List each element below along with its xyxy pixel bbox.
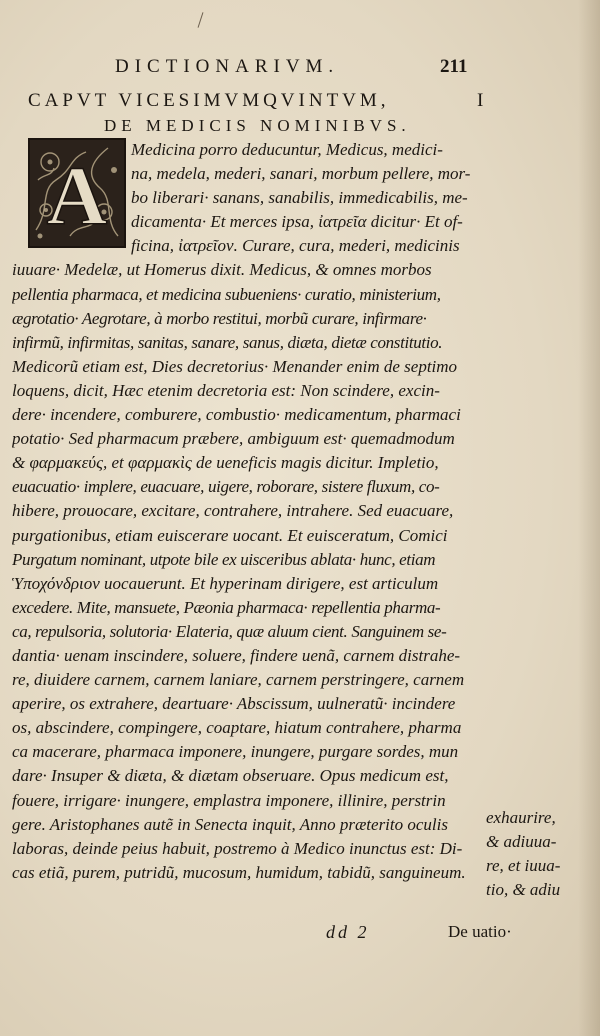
text-line: gere. Aristophanes autẽ in Senecta inquit, Anno præterito oculis	[12, 814, 448, 834]
text-line: excedere. Mite, mansuete, Pæonia pharmaca· repellentia pharma-	[12, 597, 441, 617]
page-number: 211	[440, 56, 468, 77]
text-line: ca macerare, pharmaca imponere, inungere, purgare sordes, mun	[12, 742, 459, 762]
catchword: De uatio·	[448, 922, 512, 941]
text-line: ficina, ἰατρεῖον. Curare, cura, mederi, medicinis	[131, 236, 460, 256]
text-line: bo liberari· sanans, sanabilis, immedicabilis, me-	[131, 188, 468, 208]
margin-note: exhaurire,	[486, 808, 556, 827]
text-line: os, abscindere, compingere, coaptare, hiatum contrahere, pharma	[12, 718, 462, 738]
text-line: Medicorũ etiam est, Dies decretorius· Menander enim de septimo	[12, 356, 458, 376]
text-line: na, medela, mederi, sanari, morbum pellere, mor-	[131, 164, 471, 184]
chapter-subtitle: DE MEDICIS NOMINIBVS.	[104, 116, 411, 135]
text-line: ægrotatio· Aegrotare, à morbo restitui, morbũ curare, infirmare·	[12, 308, 427, 328]
text-line: Ὑποχόνδριον uocauerunt. Et hyperinam dirigere, est articulum	[12, 573, 439, 593]
dictionary-entry-text	[12, 138, 552, 885]
chapter-number: I	[477, 90, 484, 111]
running-head: DICTIONARIVM.	[115, 56, 340, 77]
page-gutter-shadow	[578, 0, 600, 1036]
text-line: loquens, dicit, Hæc etenim decretoria est: Non scindere, excin-	[12, 380, 440, 400]
text-line: cas etiã, purem, putridũ, mucosum, humidum, tabidũ, sanguineum.	[12, 862, 466, 882]
text-line: fouere, irrigare· inungere, emplastra imponere, illinire, perstrin	[12, 790, 446, 810]
margin-note: tio, & adiu	[486, 880, 561, 899]
text-line: Purgatum nominant, utpote bile ex uisceribus ablata· hunc, etiam	[12, 549, 436, 569]
text-line: dicamenta· Et merces ipsa, ἰατρεῖα dicitur· Et of-	[131, 212, 463, 232]
text-line: dantia· uenam inscindere, soluere, findere uenã, carnem distrahe-	[12, 645, 461, 665]
text-line: potatio· Sed pharmacum præbere, ambiguum est· quemadmodum	[12, 429, 455, 449]
signature-mark: dd 2	[326, 922, 370, 942]
text-line: Medicina porro deducuntur, Medicus, medici-	[131, 140, 443, 159]
margin-note: re, et iuua-	[486, 856, 561, 875]
ink-mark	[198, 12, 204, 28]
text-line: pellentia pharmaca, et medicina subueniens· curatio, ministerium,	[12, 284, 441, 304]
text-line: ca, repulsoria, solutoria· Elateria, quæ aluum cient. Sanguinem se-	[12, 621, 447, 641]
initial-letter: A	[46, 150, 108, 243]
text-line: purgationibus, etiam euiscerare uocant. Et euisceratum, Comici	[12, 525, 448, 545]
text-line: re, diuidere carnem, carnem laniare, carnem perstringere, carnem	[12, 670, 465, 690]
text-line: iuuare· Medelæ, ut Homerus dixit. Medicus, & omnes morbos	[12, 260, 432, 280]
chapter-title: CAPVT VICESIMVMQVINTVM,	[28, 90, 390, 111]
text-line: hibere, prouocare, excitare, contrahere, intrahere. Sed euacuare,	[12, 501, 454, 521]
text-line: dare· Insuper & diæta, & diætam obseruare. Opus medicum est,	[12, 766, 449, 786]
text-line: laboras, deinde peius habuit, postremo à Medico inunctus est: Di-	[12, 838, 463, 858]
text-line: aperire, os extrahere, deartuare· Abscissum, uulneratũ· incindere	[12, 694, 456, 714]
text-line: euacuatio· implere, euacuare, uigere, roborare, sistere fluxum, co-	[12, 477, 440, 497]
margin-note: & adiuua-	[486, 832, 557, 851]
text-line: infirmũ, infirmitas, sanitas, sanare, sanus, diæta, dietæ constitutio.	[12, 332, 443, 352]
text-line: dere· incendere, comburere, combustio· medicamentum, pharmaci	[12, 405, 461, 425]
text-line: & φαρμακεύς, et φαρμακὶς de ueneficis magis dicitur. Impletio,	[12, 453, 439, 473]
